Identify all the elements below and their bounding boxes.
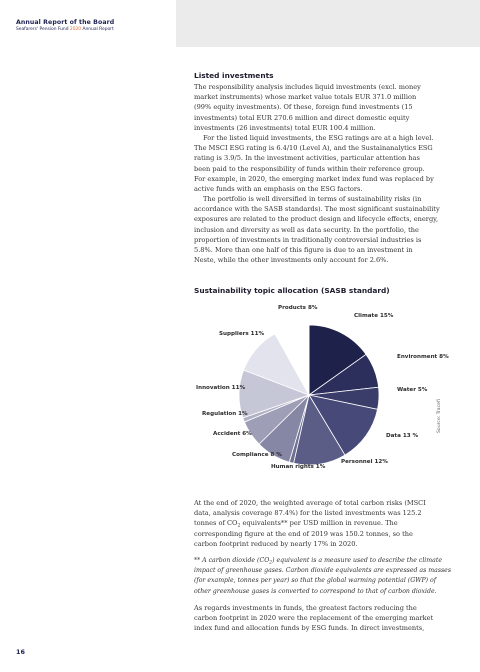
text-fragment: equivalents** per USD million in revenue. The [240, 519, 398, 528]
listed-paragraph-2 [194, 133, 456, 194]
slice-label-suppliers: Suppliers 11% [219, 331, 265, 337]
text-line-co2-note [194, 556, 456, 566]
text-line: been paid to the responsibility of funds within their reference group. [194, 164, 425, 173]
text-line-co2 [194, 518, 456, 528]
text-line: carbon footprint in 2020 were the replacement of the emerging market [194, 614, 434, 623]
chart-source: Source: Tracefi [437, 399, 442, 433]
listed-paragraph-3 [194, 194, 456, 265]
text-line: active funds with an emphasis on the ESG factors. [194, 185, 363, 194]
text-line: For the listed liquid investments, the ESG ratings are at a high level. [203, 134, 434, 142]
pie-chart [194, 303, 456, 488]
text-line: impact of greenhouse gases. Carbon dioxide equivalents are expressed as masses [194, 567, 452, 575]
text-line: The MSCI ESG rating is 6.4/10 (Level A), and the Sustainanalytics ESG [194, 144, 433, 153]
text-line: Neste, while the other investments only account for 2.6%. [194, 256, 389, 265]
slice-label-innovation: Innovation 11% [196, 385, 246, 391]
text-line: index fund and allocation funds by ESG funds. In direct investments, [194, 624, 425, 633]
slice-label-personnel: Personnel 12% [341, 459, 388, 465]
page-number: 16 [16, 648, 25, 656]
text-line: For example, in 2020, the emerging market index fund was replaced by [194, 174, 434, 183]
text-fragment: ) equivalent is a measure used to describe the climate [272, 557, 442, 564]
text-line: (99% equity investments). Of these, foreign fund investments (15 [194, 103, 413, 112]
text-line: At the end of 2020, the weighted average of total carbon risks (MSCI [194, 499, 426, 507]
report-subtitle-year: 2020 [69, 27, 82, 32]
carbon-paragraph-1 [194, 498, 456, 549]
text-line: As regards investments in funds, the greatest factors reducing the [194, 604, 417, 612]
chart-title: Sustainability topic allocation (SASB standard) [194, 286, 390, 295]
text-fragment: tonnes of CO [194, 519, 238, 528]
carbon-paragraph-2 [194, 603, 456, 634]
text-line: other greenhouse gases is converted to correspond to that of carbon dioxide. [194, 587, 437, 595]
subscript: 2 [269, 560, 273, 566]
text-line: The portfolio is well diversified in terms of sustainability risks (in [203, 195, 422, 203]
text-fragment: ** A carbon dioxide (CO [194, 557, 270, 564]
slice-label-human-rights: Human rights 1% [271, 464, 326, 470]
slice-label-climate: Climate 15% [354, 313, 394, 319]
report-title: Annual Report of the Board [16, 19, 115, 26]
text-line: The responsibility analysis includes liquid investments (excl. money [194, 83, 421, 91]
slice-label-data: Data 13 % [386, 433, 419, 439]
slice-label-products: Products 8% [278, 305, 318, 311]
text-line: accordance with the SASB standards). The most significant sustainability [194, 205, 440, 214]
text-line: exposures are related to the product design and lifecycle effects, energy, [194, 215, 439, 224]
text-line: data, analysis coverage 87.4%) for the listed investments was 125.2 [194, 509, 422, 518]
text-line: 5.8%. More than one half of this figure is due to an investment in [194, 246, 413, 255]
top-grey-band [176, 0, 480, 47]
text-line: (for example, tonnes per year) so that the global warming potential (GWP) of [194, 577, 437, 585]
report-subtitle-suffix: Annual Report [81, 27, 114, 32]
report-subtitle [16, 27, 114, 32]
slice-label-environment: Environment 8% [397, 354, 449, 360]
slice-label-compliance: Compliance 8 % [232, 452, 282, 458]
text-line: inclusion and diversity as well as data security. In the portfolio, the [194, 225, 419, 234]
text-line: market instruments) whose market value totals EUR 371.0 million [194, 93, 417, 102]
header-area [0, 0, 165, 40]
section-heading-listed: Listed investments [194, 71, 274, 80]
subscript: 2 [237, 523, 241, 529]
text-line: rating is 3.9/5. In the investment activities, particular attention has [194, 154, 420, 163]
text-line: carbon footprint reduced by nearly 17% in 2020. [194, 539, 358, 548]
text-line: corresponding figure at the end of 2019 was 150.2 tonnes, so the [194, 529, 413, 538]
slice-label-accident: Accident 6% [213, 431, 252, 437]
slice-label-regulation: Regulation 1% [202, 411, 248, 417]
report-subtitle-prefix: Seafarers' Pension Fund [16, 27, 70, 32]
text-line: investments) total EUR 270.6 million and direct domestic equity [194, 113, 410, 122]
footnote-co2 [194, 556, 456, 597]
listed-paragraph-1 [194, 82, 456, 133]
slice-label-water: Water 5% [397, 387, 428, 393]
text-line: investments (26 investments) total EUR 100.4 million. [194, 123, 376, 132]
text-line: proportion of investments in traditionally controversial industries is [194, 235, 422, 244]
